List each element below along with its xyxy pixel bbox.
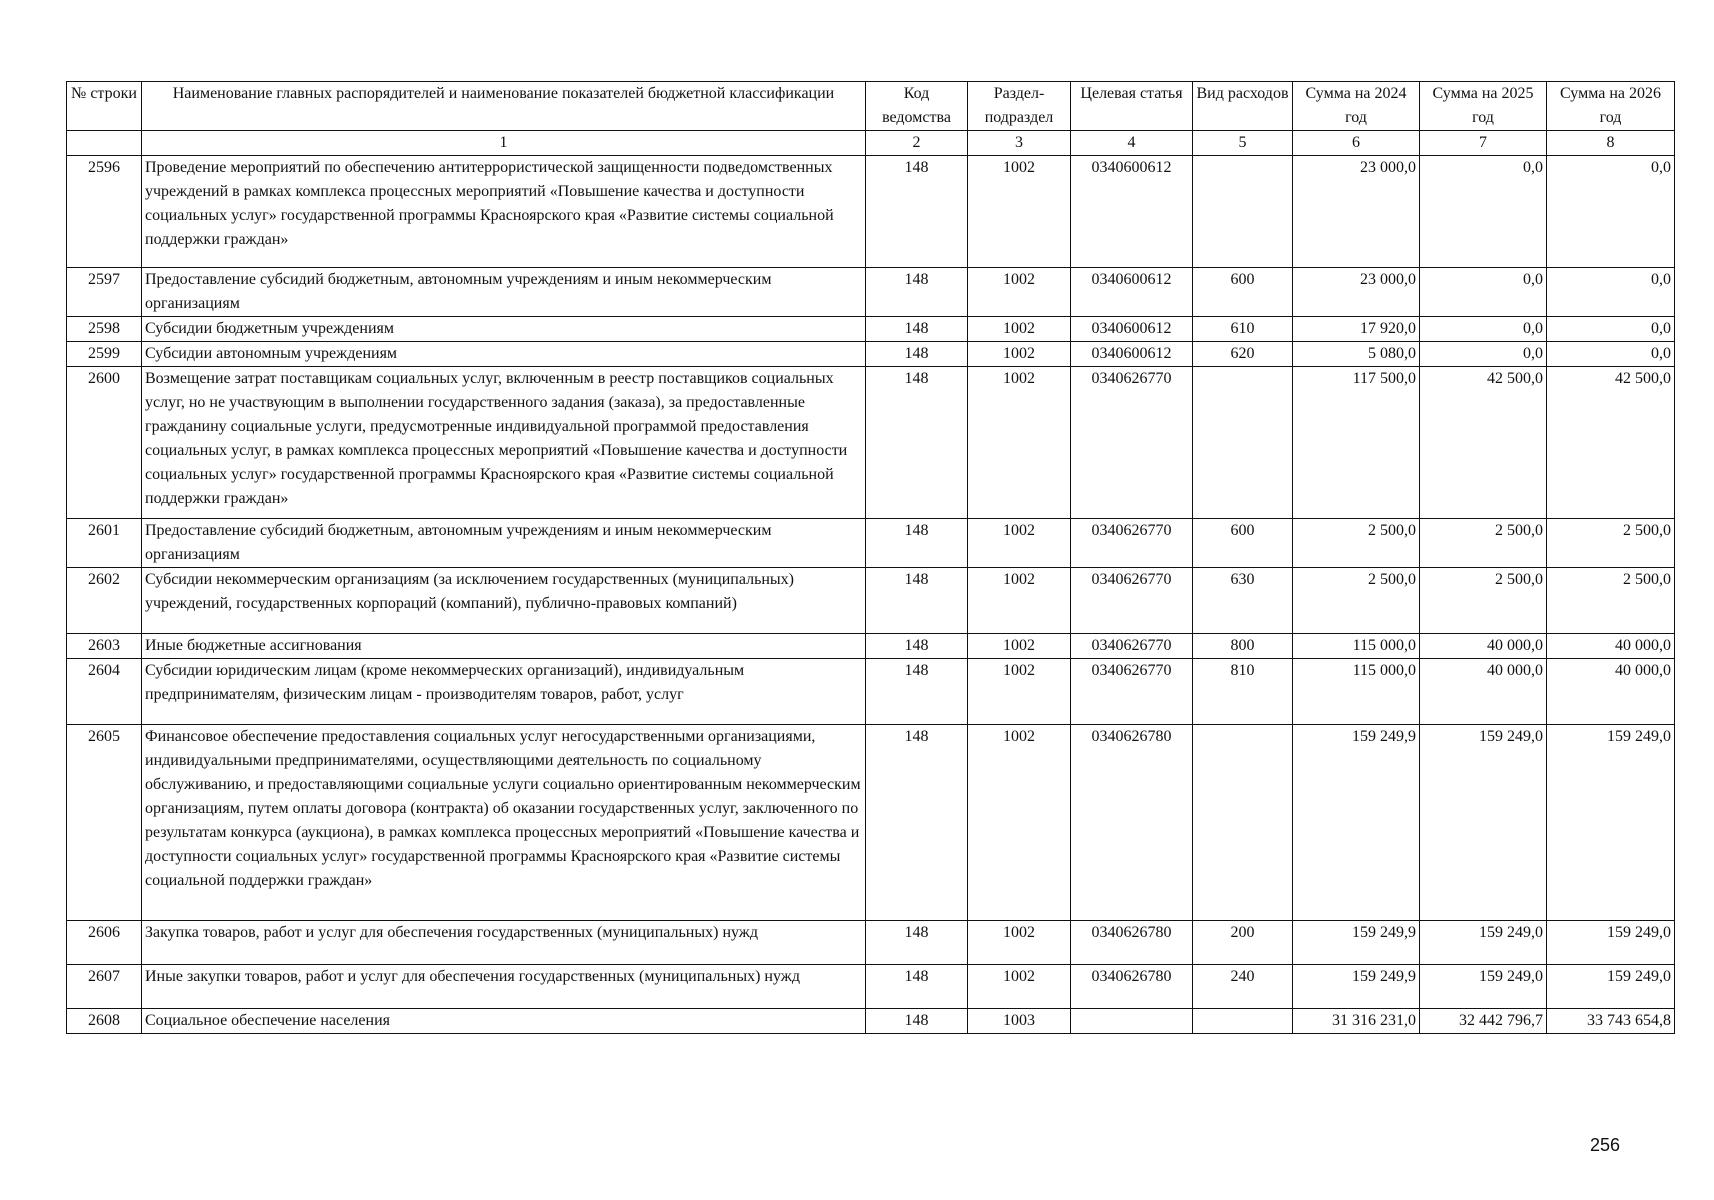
row-sum-2026-cell: 42 500,0 — [1547, 367, 1675, 519]
row-number-cell: 2597 — [67, 268, 142, 317]
table-row — [67, 634, 1675, 659]
row-name-cell: Социальное обеспечение населения — [142, 1009, 866, 1034]
header-sum-2024: Сумма на 2024 год — [1293, 82, 1420, 131]
header-vid: Вид расходов — [1193, 82, 1293, 131]
row-name-cell: Иные бюджетные ассигнования — [142, 634, 866, 659]
table-row — [67, 1009, 1675, 1034]
row-vid-cell — [1193, 367, 1293, 519]
header-sum-2025: Сумма на 2025 год — [1420, 82, 1547, 131]
row-statya-cell: 0340626780 — [1071, 725, 1193, 921]
row-sum-2025-cell: 0,0 — [1420, 342, 1547, 367]
row-ved-cell: 148 — [866, 342, 968, 367]
row-number-cell: 2598 — [67, 317, 142, 342]
row-sum-2025-cell: 159 249,0 — [1420, 965, 1547, 1009]
row-sum-2025-cell: 40 000,0 — [1420, 634, 1547, 659]
header-sum-2026: Сумма на 2026 год — [1547, 82, 1675, 131]
page-number: 256 — [1590, 1135, 1621, 1155]
row-number-cell: 2602 — [67, 568, 142, 634]
row-razdel-cell: 1002 — [968, 965, 1071, 1009]
row-vid-cell — [1193, 725, 1293, 921]
header-statya: Целевая статья — [1071, 82, 1193, 131]
row-vid-cell: 610 — [1193, 317, 1293, 342]
row-sum-2026-cell: 159 249,0 — [1547, 725, 1675, 921]
table-row — [67, 367, 1675, 519]
table-row — [67, 519, 1675, 568]
row-sum-2026-cell: 40 000,0 — [1547, 659, 1675, 725]
row-number-cell: 2605 — [67, 725, 142, 921]
row-sum-2025-cell: 40 000,0 — [1420, 659, 1547, 725]
row-sum-2026-cell: 2 500,0 — [1547, 519, 1675, 568]
row-sum-2024-cell: 2 500,0 — [1293, 568, 1420, 634]
row-sum-2024-cell: 117 500,0 — [1293, 367, 1420, 519]
row-razdel-cell: 1002 — [968, 725, 1071, 921]
row-razdel-cell: 1002 — [968, 568, 1071, 634]
budget-table — [66, 81, 1675, 1034]
row-razdel-cell: 1002 — [968, 367, 1071, 519]
row-statya-cell: 0340626770 — [1071, 659, 1193, 725]
row-sum-2025-cell: 0,0 — [1420, 317, 1547, 342]
table-row — [67, 156, 1675, 268]
row-number-cell: 2599 — [67, 342, 142, 367]
table-row — [67, 268, 1675, 317]
header-razdel: Раздел-подраздел — [968, 82, 1071, 131]
row-sum-2026-cell: 159 249,0 — [1547, 921, 1675, 965]
row-sum-2025-cell: 2 500,0 — [1420, 568, 1547, 634]
row-razdel-cell: 1002 — [968, 634, 1071, 659]
row-sum-2024-cell: 31 316 231,0 — [1293, 1009, 1420, 1034]
row-ved-cell: 148 — [866, 725, 968, 921]
row-sum-2024-cell: 159 249,9 — [1293, 965, 1420, 1009]
table-row — [67, 725, 1675, 921]
row-vid-cell: 800 — [1193, 634, 1293, 659]
row-number-cell: 2601 — [67, 519, 142, 568]
row-sum-2025-cell: 159 249,0 — [1420, 921, 1547, 965]
row-razdel-cell: 1002 — [968, 317, 1071, 342]
row-vid-cell: 600 — [1193, 268, 1293, 317]
row-sum-2026-cell: 0,0 — [1547, 156, 1675, 268]
row-sum-2024-cell: 115 000,0 — [1293, 659, 1420, 725]
column-number-cell: 6 — [1293, 131, 1420, 156]
row-name-cell: Предоставление субсидий бюджетным, автономным учреждениям и иным некоммерческим организациям — [142, 268, 866, 317]
row-sum-2026-cell: 159 249,0 — [1547, 965, 1675, 1009]
row-statya-cell: 0340626780 — [1071, 965, 1193, 1009]
row-statya-cell: 0340600612 — [1071, 342, 1193, 367]
row-name-cell: Субсидии автономным учреждениям — [142, 342, 866, 367]
row-vid-cell — [1193, 156, 1293, 268]
row-name-cell: Закупка товаров, работ и услуг для обеспечения государственных (муниципальных) нужд — [142, 921, 866, 965]
table-row — [67, 568, 1675, 634]
table-row — [67, 921, 1675, 965]
table-row — [67, 659, 1675, 725]
row-vid-cell — [1193, 1009, 1293, 1034]
row-name-cell: Возмещение затрат поставщикам социальных услуг, включенным в реестр поставщиков социальных услуг, но не участвующим в выполнении государственного задания (заказа), за предоставленные гражданину социальные услуги, предусмотренные индивидуальной программой предоставления социальных услуг, в рамках комплекса процессных мероприятий «Повышение качества и доступности социальных услуг» государственной программы Красноярского края «Развитие системы социальной поддержки граждан» — [142, 367, 866, 519]
header-num: № строки — [67, 82, 142, 131]
row-sum-2024-cell: 159 249,9 — [1293, 921, 1420, 965]
row-sum-2024-cell: 159 249,9 — [1293, 725, 1420, 921]
row-vid-cell: 630 — [1193, 568, 1293, 634]
row-ved-cell: 148 — [866, 367, 968, 519]
table-body — [67, 156, 1675, 1034]
row-statya-cell — [1071, 1009, 1193, 1034]
row-sum-2025-cell: 0,0 — [1420, 156, 1547, 268]
row-statya-cell: 0340626770 — [1071, 568, 1193, 634]
column-number-cell: 5 — [1193, 131, 1293, 156]
row-sum-2024-cell: 115 000,0 — [1293, 634, 1420, 659]
row-number-cell: 2606 — [67, 921, 142, 965]
row-number-cell: 2603 — [67, 634, 142, 659]
row-number-cell: 2600 — [67, 367, 142, 519]
row-ved-cell: 148 — [866, 156, 968, 268]
row-statya-cell: 0340626770 — [1071, 634, 1193, 659]
row-sum-2024-cell: 2 500,0 — [1293, 519, 1420, 568]
row-razdel-cell: 1002 — [968, 342, 1071, 367]
row-razdel-cell: 1003 — [968, 1009, 1071, 1034]
row-sum-2026-cell: 0,0 — [1547, 268, 1675, 317]
row-statya-cell: 0340626770 — [1071, 519, 1193, 568]
row-vid-cell: 620 — [1193, 342, 1293, 367]
row-ved-cell: 148 — [866, 317, 968, 342]
row-vid-cell: 600 — [1193, 519, 1293, 568]
row-number-cell: 2596 — [67, 156, 142, 268]
table-header — [67, 82, 1675, 156]
row-sum-2026-cell: 0,0 — [1547, 342, 1675, 367]
row-sum-2026-cell: 2 500,0 — [1547, 568, 1675, 634]
row-name-cell: Субсидии юридическим лицам (кроме некоммерческих организаций), индивидуальным предпринимателям, физическим лицам - производителям товаров, работ, услуг — [142, 659, 866, 725]
row-ved-cell: 148 — [866, 568, 968, 634]
row-sum-2025-cell: 2 500,0 — [1420, 519, 1547, 568]
row-number-cell: 2604 — [67, 659, 142, 725]
row-ved-cell: 148 — [866, 268, 968, 317]
row-sum-2026-cell: 0,0 — [1547, 317, 1675, 342]
table-row — [67, 965, 1675, 1009]
column-number-row — [67, 131, 1675, 156]
column-number-cell: 2 — [866, 131, 968, 156]
row-sum-2025-cell: 32 442 796,7 — [1420, 1009, 1547, 1034]
column-number-cell: 7 — [1420, 131, 1547, 156]
row-sum-2026-cell: 33 743 654,8 — [1547, 1009, 1675, 1034]
table-row — [67, 317, 1675, 342]
table-row — [67, 342, 1675, 367]
row-ved-cell: 148 — [866, 659, 968, 725]
row-ved-cell: 148 — [866, 965, 968, 1009]
row-razdel-cell: 1002 — [968, 659, 1071, 725]
row-name-cell: Субсидии некоммерческим организациям (за исключением государственных (муниципальных) учреждений, государственных корпораций (компаний), публично-правовых компаний) — [142, 568, 866, 634]
row-razdel-cell: 1002 — [968, 156, 1071, 268]
row-ved-cell: 148 — [866, 634, 968, 659]
header-name: Наименование главных распорядителей и наименование показателей бюджетной классификации — [142, 82, 866, 131]
row-sum-2025-cell: 42 500,0 — [1420, 367, 1547, 519]
column-number-cell: 4 — [1071, 131, 1193, 156]
row-number-cell: 2607 — [67, 965, 142, 1009]
header-row — [67, 82, 1675, 131]
row-statya-cell: 0340626780 — [1071, 921, 1193, 965]
row-number-cell: 2608 — [67, 1009, 142, 1034]
row-vid-cell: 200 — [1193, 921, 1293, 965]
row-ved-cell: 148 — [866, 921, 968, 965]
row-vid-cell: 810 — [1193, 659, 1293, 725]
row-statya-cell: 0340600612 — [1071, 156, 1193, 268]
row-statya-cell: 0340600612 — [1071, 317, 1193, 342]
row-razdel-cell: 1002 — [968, 519, 1071, 568]
row-ved-cell: 148 — [866, 1009, 968, 1034]
row-vid-cell: 240 — [1193, 965, 1293, 1009]
row-statya-cell: 0340600612 — [1071, 268, 1193, 317]
column-number-cell: 8 — [1547, 131, 1675, 156]
row-sum-2025-cell: 0,0 — [1420, 268, 1547, 317]
row-name-cell: Финансовое обеспечение предоставления социальных услуг негосударственными организациями, индивидуальными предпринимателями, осуществляющими деятельность по социальному обслуживанию, и предоставляющими социальные услуги социально ориентированным некоммерческим организациям, путем оплаты договора (контракта) об оказании государственных услуг, заключенного по результатам конкурса (аукциона), в рамках комплекса процессных мероприятий «Повышение качества и доступности социальных услуг» государственной программы Красноярского края «Развитие системы социальной поддержки граждан» — [142, 725, 866, 921]
header-ved: Код ведомства — [866, 82, 968, 131]
column-number-cell: 1 — [142, 131, 866, 156]
row-sum-2024-cell: 5 080,0 — [1293, 342, 1420, 367]
row-name-cell: Проведение мероприятий по обеспечению антитеррористической защищенности подведомственных учреждений в рамках комплекса процессных мероприятий «Повышение качества и доступности социальных услуг» государственной программы Красноярского края «Развитие системы социальной поддержки граждан» — [142, 156, 866, 268]
row-sum-2026-cell: 40 000,0 — [1547, 634, 1675, 659]
row-sum-2024-cell: 23 000,0 — [1293, 156, 1420, 268]
row-sum-2024-cell: 17 920,0 — [1293, 317, 1420, 342]
row-razdel-cell: 1002 — [968, 268, 1071, 317]
row-name-cell: Иные закупки товаров, работ и услуг для обеспечения государственных (муниципальных) нужд — [142, 965, 866, 1009]
row-name-cell: Предоставление субсидий бюджетным, автономным учреждениям и иным некоммерческим организациям — [142, 519, 866, 568]
row-sum-2024-cell: 23 000,0 — [1293, 268, 1420, 317]
row-ved-cell: 148 — [866, 519, 968, 568]
column-number-cell — [67, 131, 142, 156]
row-name-cell: Субсидии бюджетным учреждениям — [142, 317, 866, 342]
row-sum-2025-cell: 159 249,0 — [1420, 725, 1547, 921]
row-statya-cell: 0340626770 — [1071, 367, 1193, 519]
column-number-cell: 3 — [968, 131, 1071, 156]
row-razdel-cell: 1002 — [968, 921, 1071, 965]
